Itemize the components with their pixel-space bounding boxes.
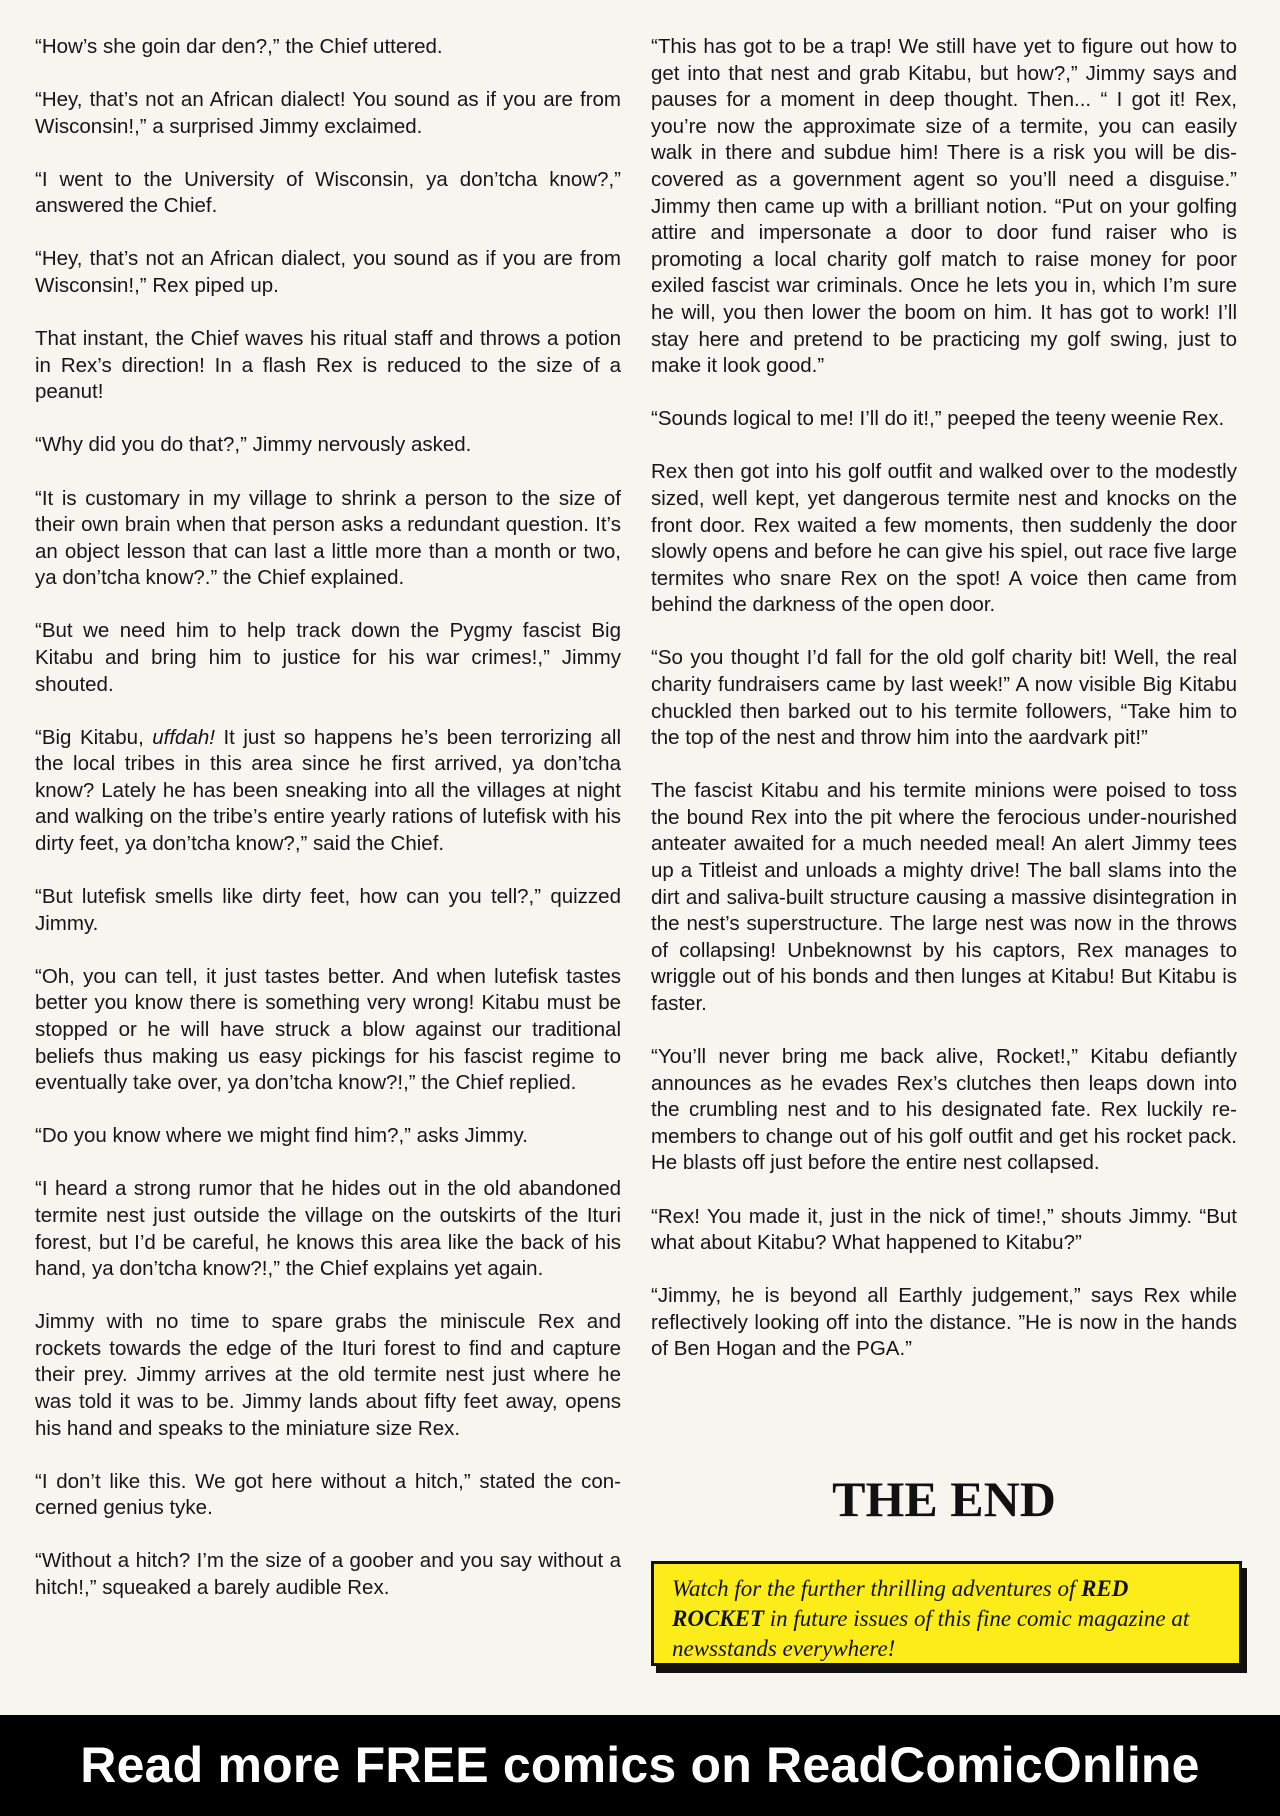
paragraph (35, 725, 621, 858)
paragraph: “Jimmy, he is beyond all Earthly judgement,” says Rex while reflectively looking off into the distance. ”He is now in the hands of Ben Hogan and the PGA.” (651, 1284, 1237, 1361)
emphasis-text: uffdah! (152, 725, 215, 749)
paragraph: “Why did you do that?,” Jimmy nervously asked. (35, 433, 472, 457)
paragraph: “Oh, you can tell, it just tastes better. And when lutefisk tastes better you know there is something very wrong! Kitabu must be stopped or he will have struck a blow against our traditional beliefs thus making us easy pickings for his fascist regime to eventually take over, ya don’tcha know?!,” the Chief replied. (35, 964, 621, 1095)
callout-title: RED ROCKET (672, 1576, 1129, 1631)
paragraph: “Hey, that’s not an African dialect, you sound as if you are from Wisconsin!,” Rex piped up. (35, 247, 621, 298)
paragraph: “But lutefisk smells like dirty feet, how can you tell?,” quizzed Jimmy. (35, 885, 621, 935)
paragraph: “It is customary in my village to shrink a person to the size of their own brain when that person asks a redundant question. It’s an object lesson that can last a little more than a month or two, ya don’tcha know?.” the Chief explained. (35, 486, 621, 590)
paragraph: “I went to the University of Wisconsin, ya don’tcha know?,” answered the Chief. (35, 167, 621, 218)
paragraph: That instant, the Chief waves his ritual staff and throws a potion in Rex’s direction! In a flash Rex is reduced to the size of a peanut! (35, 327, 621, 404)
the-end-heading: THE END (832, 1471, 1056, 1527)
paragraph: “I don’t like this. We got here without a hitch,” stated the concerned genius tyke. (35, 1469, 621, 1520)
paragraph: Jimmy with no time to spare grabs the miniscule Rex and rockets towards the edge of the Ituri forest to find and capture their prey. Jimmy arrives at the old termite nest just where he was told it was to be. Jimmy lands about fifty feet away, opens his hand and speaks to the miniature size Rex. (35, 1310, 621, 1440)
paragraph: “You’ll never bring me back alive, Rocket!,” Kitabu defiantly announces as he evades Rex’s clutches then leaps down into the crumbling nest and to his designated fate. Rex luckily remembers to change out of his golf outfit and get his rocket pack. He blasts off just before the entire nest collapsed. (651, 1045, 1237, 1175)
paragraph: “Rex! You made it, just in the nick of time!,” shouts Jimmy. “But what about Kitabu? What happened to Kitabu?” (651, 1204, 1237, 1255)
next-issue-callout (651, 1561, 1242, 1666)
paragraph: “So you thought I’d fall for the old golf charity bit! Well, the real charity fundraisers came by last week!” A now visible Big Kitabu chuckled then barked out to his termite followers, “Take him to the top of the nest and throw him into the aardvark pit!” (651, 646, 1237, 750)
paragraph: “I heard a strong rumor that he hides out in the old abandoned termite nest just outside the village on the outskirts of the Ituri forest, but I’d be careful, he knows this area like the back of his hand, ya don’tcha know?!,” the Chief explains yet again. (35, 1177, 621, 1281)
callout-text: in future issues of this fine comic magazine at newsstands everywhere! (672, 1606, 1190, 1661)
paragraph: “How’s she goin dar den?,” the Chief uttered. (35, 35, 443, 58)
paragraph: “Hey, that’s not an African dialect! You sound as if you are from Wisconsin!,” a surprised Jimmy exclaimed. (35, 88, 621, 138)
paragraph: “Do you know where we might find him?,” asks Jimmy. (35, 1124, 528, 1148)
paragraph-text: It just so happens he’s been terrorizing all the local tribes in this area since he first arrived, ya don’tcha know? Lately he has been sneaking into all the villages at night and walking on the tribe’s entire yearly rations of lutefisk with his dirty feet, ya don’tcha know?,” said the Chief. (35, 725, 621, 856)
callout-text: Watch for the further thrilling adventures of (672, 1576, 1082, 1601)
paragraph: “Without a hitch? I’m the size of a goober and you say without a hitch!,” squeaked a barely audible Rex. (35, 1549, 621, 1600)
paragraph: “Sounds logical to me! I’ll do it!,” peeped the teeny weenie Rex. (651, 407, 1225, 431)
paragraph: “But we need him to help track down the Pygmy fascist Big Kitabu and bring him to justice for his war crimes!,” Jimmy shouted. (35, 619, 621, 696)
paragraph: “This has got to be a trap! We still have yet to figure out how to get into that nest and grab Kitabu, but how?,” Jimmy says and pauses for a moment in deep thought. Then... “ I got it! Rex, you’re now the approximate size of a termite, you can easily walk in there and subdue him! There is a risk you will be discovered as a government agent so you’ll need a disguise.” Jimmy then came up with a brilliant notion. “Put on your golfing attire and impersonate a door to door fund raiser who is promoting a local charity golf match to raise money for poor exiled fascist war criminals. Once he lets you in, which I’m sure he will, you then lower the boom on him. It has got to work! I’ll stay here and pretend to be practicing my golf swing, just to make it look good.” (651, 35, 1237, 378)
left-column (35, 34, 621, 1628)
paragraph: Rex then got into his golf outfit and walked over to the modestly sized, well kept, yet dangerous termite nest and knocks on the front door. Rex waited a few moments, then suddenly the door slowly opens and before he can give his spiel, out race five large termites who snare Rex on the spot! A voice then came from behind the darkness of the open door. (651, 460, 1237, 617)
right-column (651, 34, 1237, 1390)
paragraph: The fascist Kitabu and his termite minions were poised to toss the bound Rex into the pit where the ferocious under-nourished anteater awaited for a much needed meal! An alert Jimmy tees up a Titleist and unloads a mighty drive! The ball slams into the dirt and saliva-built structure causing a massive disintegration in the nest’s superstructure. The large nest was now in the throws of collapsing! Unbeknownst by his captors, Rex manages to wriggle out of his bonds and then lunges at Kitabu! But Kitabu is faster. (651, 779, 1237, 1015)
promo-banner-link[interactable]: Read more FREE comics on ReadComicOnline (0, 1715, 1280, 1816)
paragraph-text: “Big Kitabu, (35, 725, 153, 749)
